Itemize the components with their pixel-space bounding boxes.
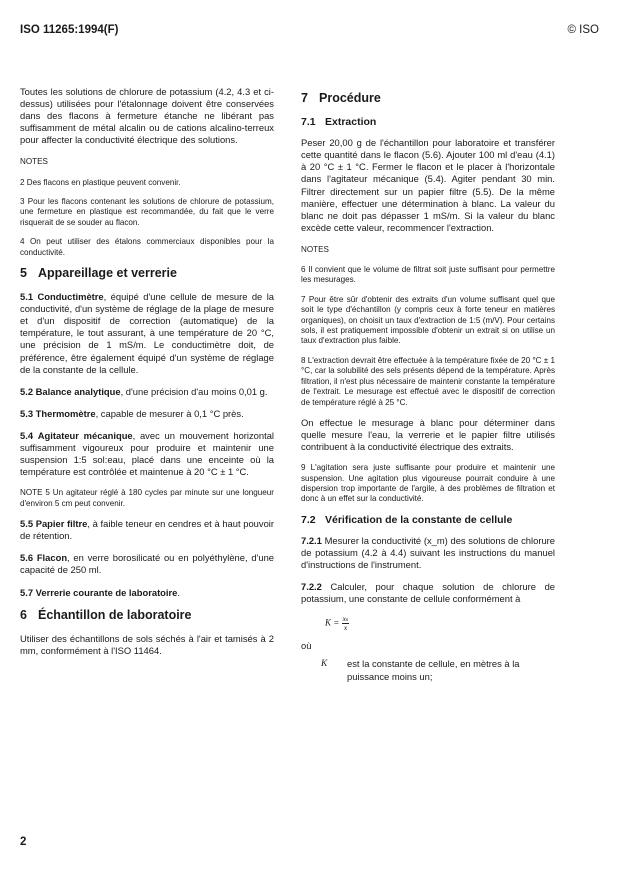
item-5-1-text: , équipé d'une cellule de mesure de la conductivité, d'un système de réglage de la plage de mesure et d'un dispositif de correction (automatique) de la température, le tout assurant, à une température de 20 °C, une précision de 1 mS/m. Le conductimètre doit, de préférence, être également équipé d'un système de réglage de la constante de la cellule. [20, 291, 274, 375]
item-5-7-number: 5.7 [20, 586, 34, 598]
intro-paragraph: Toutes les solutions de chlorure de potassium (4.2, 4.3 et ci-dessus) utilisées pour l'étalonnage doivent être conservées dans des flacons à fermeture étanche ne libérant pas suffisamment de métal alcalin ou de cations alcalino-terreux pour affecter la conductivité électrique des solutions. [20, 86, 274, 146]
item-5-6 [20, 552, 274, 576]
item-5-1-term: Conductimètre [37, 291, 104, 303]
item-5-1 [20, 291, 274, 376]
item-5-6-text: , en verre borosilicaté ou en polyéthylène, d'une capacité de 250 ml. [20, 552, 275, 576]
section-7-heading [301, 92, 555, 104]
notes-label: NOTES [20, 157, 48, 167]
section-6-text: Utiliser des échantillons de sols séchés à l'air et tamisés à 2 mm, conformément à l'ISO 11464. [20, 632, 274, 656]
formula-numerator: xₛ [342, 614, 349, 624]
item-7-2-1 [301, 535, 555, 571]
section-7-2-title: Vérification de la constante de cellule [325, 513, 513, 526]
notes-label: NOTES [301, 244, 329, 254]
cell-constant-formula [325, 615, 555, 632]
section-7-2-number: 7.2 [301, 513, 316, 526]
section-6-heading [20, 609, 274, 621]
item-5-2-number: 5.2 [20, 385, 34, 397]
item-5-3-text: , capable de mesurer à 0,1 °C près. [95, 407, 244, 419]
item-5-5-term: Papier filtre [35, 518, 88, 530]
item-5-7 [20, 587, 274, 599]
item-5-2-term: Balance analytique [35, 385, 121, 397]
blank-measurement-text: On effectue le mesurage à blanc pour déterminer dans quelle mesure l'eau, la verrerie et le papier filtre utilisés contribuent à la conductivité électrique des extraits. [301, 416, 555, 453]
note-3: 3 Pour les flacons contenant les solutions de chlorure de potassium, une fermeture en plastique est recommandée, du fait que le verre risquerait de se souder au flacon. [20, 196, 274, 227]
document-id: ISO 11265:1994(F) [20, 24, 119, 36]
definition-text: est la constante de cellule, en mètres à la puissance moins un; [347, 658, 520, 682]
item-5-3-number: 5.3 [20, 407, 34, 419]
item-7-2-1-text: Mesurer la conductivité (x_m) des solutions de chlorure de potassium (4.2 à 4.4) suivant les instructions du manuel d'instructions de l'instrument. [301, 534, 555, 571]
section-5-title: Appareillage et verrerie [38, 266, 177, 280]
section-6-number: 6 [20, 607, 27, 622]
item-5-5-number: 5.5 [20, 518, 34, 530]
formula-fraction [342, 615, 350, 632]
item-5-4 [20, 430, 274, 478]
section-6-title: Échantillon de laboratoire [38, 607, 192, 622]
section-7-title: Procédure [319, 91, 381, 105]
note-4: 4 On peut utiliser des étalons commerciaux disponibles pour la conductivité. [20, 237, 274, 257]
item-5-6-number: 5.6 [20, 552, 34, 564]
page-number: 2 [20, 836, 27, 848]
item-5-5 [20, 518, 274, 542]
left-column [20, 86, 274, 667]
extraction-procedure: Peser 20,00 g de l'échantillon pour laboratoire et transférer cette quantité dans le flacon (5.6). Ajouter 100 ml d'eau (4.1) à 20 °C ± 1 °C. Fermer le flacon et le placer à l'horizontale dans l'agitateur mécanique (5.4). Agiter pendant 30 min. Filtrer directement sur un papier filtre (5.5). De la même manière, effectuer une détermination à blanc. La valeur du blanc ne doit pas dépasser 1 mS/m. Si la valeur du blanc excède cette valeur, recommencer l'extraction. [301, 137, 555, 233]
section-7-2-heading [301, 514, 555, 526]
note-6: 6 Il convient que le volume de filtrat soit juste suffisant pour permettre les mesurages. [301, 265, 555, 285]
note-7: 7 Pour être sûr d'obtenir des extraits d'un volume suffisant quel que soit le type d'échantillon (y compris ceux à forte teneur en matières organiques), on choisit un taux d'extraction de 1:5 (m/V). Pour certains sols, il est pratiquement impossible d'obtenir un extrait si on utilise un taux d'extraction plus faible. [301, 294, 555, 346]
item-5-4-term: Agitateur mécanique [37, 429, 133, 441]
section-7-1-heading [301, 116, 555, 128]
item-5-5-text: , à faible teneur en cendres et à haut pouvoir de rétention. [20, 518, 274, 542]
item-7-2-2-text: Calculer, pour chaque solution de chlorure de potassium, une constante de cellule conformément à [301, 581, 555, 605]
where-label: où [301, 640, 312, 652]
definition-symbol: K [321, 659, 328, 670]
item-7-2-1-number: 7.2.1 [301, 534, 322, 546]
section-5-number: 5 [20, 266, 27, 280]
right-column [301, 86, 555, 683]
note-2: 2 Des flacons en plastique peuvent convenir. [20, 177, 181, 187]
section-5-heading [20, 267, 274, 279]
item-5-7-text: . [177, 586, 180, 598]
definition-row [301, 658, 555, 682]
section-7-number: 7 [301, 91, 308, 105]
item-5-3 [20, 408, 274, 420]
item-5-4-number: 5.4 [20, 429, 34, 441]
item-5-7-term: Verrerie courante de laboratoire [35, 586, 178, 598]
item-7-2-2 [301, 581, 555, 605]
item-5-4-text: , avec un mouvement horizontal suffisamment vigoureux pour produire et maintenir une suspension 1:5 sol:eau, placé dans une enceinte où la température est contrôlée et maintenue à 20 °C ± 1 °C. [20, 429, 275, 478]
note-8: 8 L'extraction devrait être effectuée à la température fixée de 20 °C ± 1 °C, car la solubilité des sels présents dépend de la température. Après filtration, il n'est plus nécessaire de maintenir constante la température de l'extrait. Le mesurage est effectué avec le dispositif de correction de température réglé à 25 °C. [301, 355, 555, 407]
note-9: 9 L'agitation sera juste suffisante pour produire et maintenir une suspension. Une agitation plus vigoureuse pourrait conduire à une dispersion trop importante de l'argile, à des problèmes de filtration et donc à un effet sur la conductivité. [301, 463, 555, 504]
item-5-1-number: 5.1 [20, 291, 34, 303]
copyright-mark: © ISO [567, 24, 599, 36]
item-5-2-text: , d'une précision d'au moins 0,01 g. [120, 385, 268, 397]
item-5-2 [20, 386, 274, 398]
item-5-3-term: Thermomètre [35, 407, 96, 419]
item-5-6-term: Flacon [36, 552, 68, 564]
formula-denominator: x [343, 623, 348, 633]
note-5: NOTE 5 Un agitateur réglé à 180 cycles par minute sur une longueur d'environ 5 cm peut convenir. [20, 488, 274, 508]
formula-lhs: K = [325, 617, 340, 628]
item-7-2-2-number: 7.2.2 [301, 581, 322, 593]
section-7-1-number: 7.1 [301, 116, 316, 129]
section-7-1-title: Extraction [325, 116, 377, 129]
